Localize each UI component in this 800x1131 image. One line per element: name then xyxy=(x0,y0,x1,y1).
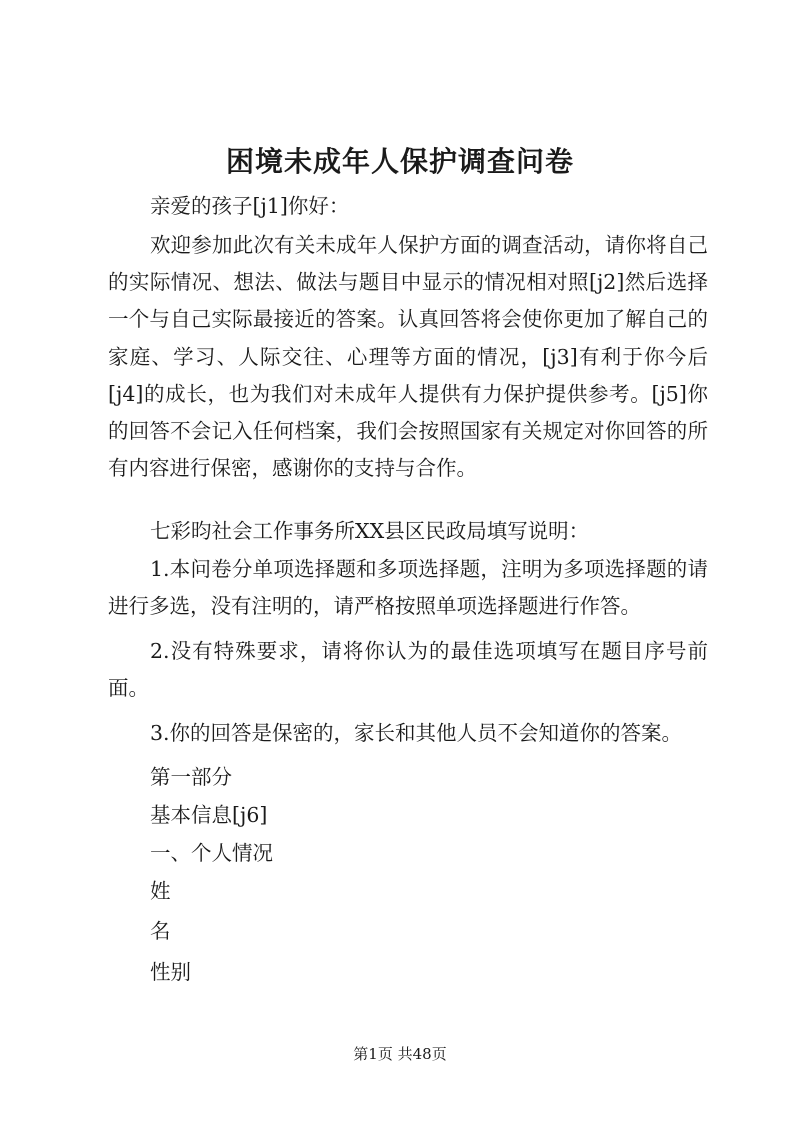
instruction-3: 3.你的回答是保密的，家长和其他人员不会知道你的答案。 xyxy=(150,721,683,745)
instruction-2: 2.没有特殊要求，请将你认为的最佳选项填写在题目序号前面。 xyxy=(108,639,708,701)
intro-paragraph: 欢迎参加此次有关未成年人保护方面的调查活动，请你将自己的实际情况、想法、做法与题目中显示的情况相对照[j2]然后选择一个与自己实际最接近的答案。认真回答将会使你更加了解自己的家庭、学习、人际交往、心理等方面的情况，[j3]有利于你今后[j4]的成长，也为我们对未成年人提供有力保护提供参考。[j5]你的回答不会记入任何档案，我们会按照国家有关规定对你回答的所有内容进行保密，感谢你的支持与合作。 xyxy=(108,233,708,481)
organizer-line: 七彩昀社会工作事务所XX县区民政局填写说明： xyxy=(150,519,590,543)
field-name-given: 名 xyxy=(150,919,171,943)
field-gender: 性别 xyxy=(150,960,191,984)
instruction-1: 1.本问卷分单项选择题和多项选择题，注明为多项选择题的请进行多选，没有注明的，请严格按照单项选择题进行作答。 xyxy=(108,557,708,619)
subsection-label: 一、个人情况 xyxy=(150,841,273,865)
section-label: 基本信息[j6] xyxy=(150,803,268,827)
greeting-line: 亲爱的孩子[j1]你好： xyxy=(150,194,350,218)
page-footer: 第1页 共48页 xyxy=(353,1045,447,1063)
document-title: 困境未成年人保护调查问卷 xyxy=(225,145,574,178)
part-label: 第一部分 xyxy=(150,765,232,789)
field-name-surname: 姓 xyxy=(150,879,171,903)
